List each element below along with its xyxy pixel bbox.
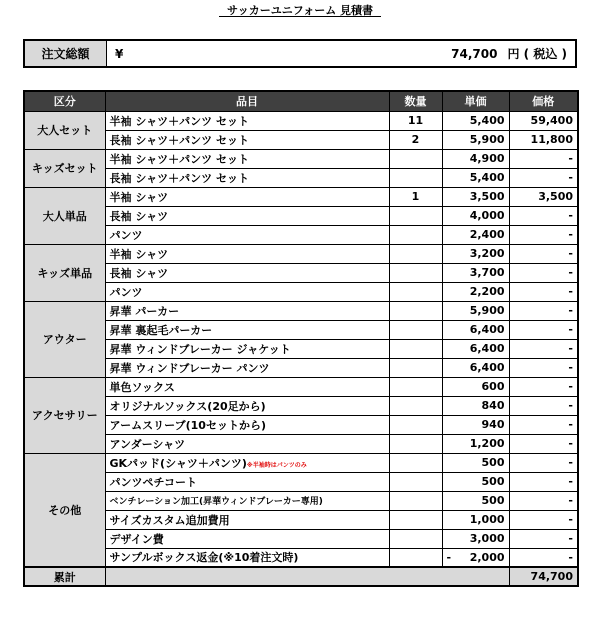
item-name: パンツペチコート (109, 475, 198, 489)
item-cell (105, 548, 389, 567)
unit-price-cell: 4,000 (442, 206, 509, 225)
price-cell: - (509, 244, 578, 263)
header-quantity: 数量 (389, 91, 442, 111)
price-cell: - (509, 225, 578, 244)
unit-price-cell: 3,200 (442, 244, 509, 263)
price-cell: - (509, 434, 578, 453)
item-cell (105, 453, 389, 472)
summary-blank (105, 567, 509, 586)
table-row (24, 149, 578, 168)
quantity-cell (389, 225, 442, 244)
price-cell: - (509, 415, 578, 434)
quote-table (23, 90, 579, 587)
table-row (24, 225, 578, 244)
currency-symbol: ¥ (115, 46, 124, 61)
item-note: ※半袖時はパンツのみ (246, 461, 307, 469)
quantity-cell: 1 (389, 187, 442, 206)
unit-price-cell: 4,900 (442, 149, 509, 168)
table-row (24, 111, 578, 130)
unit-price-cell: 600 (442, 377, 509, 396)
item-name: アームスリーブ(10セットから) (109, 418, 266, 432)
table-row (24, 130, 578, 149)
order-total-value: 74,700 (451, 46, 498, 61)
item-name: パンツ (109, 228, 143, 242)
summary-label: 累計 (24, 567, 105, 586)
table-row (24, 358, 578, 377)
item-name: 半袖 シャツ (109, 190, 169, 204)
quantity-cell (389, 149, 442, 168)
table-row (24, 434, 578, 453)
item-cell (105, 510, 389, 529)
table-row (24, 187, 578, 206)
summary-price: 74,700 (509, 567, 578, 586)
item-cell (105, 472, 389, 491)
quantity-cell (389, 548, 442, 567)
price-cell: - (509, 510, 578, 529)
item-name: 半袖 シャツ＋パンツ セット (109, 114, 249, 128)
unit-price-cell: 2,200 (442, 282, 509, 301)
table-row (24, 491, 578, 510)
table-body (24, 111, 578, 567)
order-total-box (23, 39, 577, 68)
item-name: 昇華 裏起毛パーカー (109, 323, 213, 337)
item-cell (105, 377, 389, 396)
header-category: 区分 (24, 91, 105, 111)
item-cell (105, 282, 389, 301)
category-cell: その他 (24, 453, 105, 567)
document-title: サッカーユニフォーム 見積書 (226, 4, 374, 17)
price-cell: - (509, 168, 578, 187)
item-name: GKパッド(シャツ＋パンツ) (109, 456, 247, 470)
table-header-row (24, 91, 578, 111)
item-name: 長袖 シャツ＋パンツ セット (109, 171, 249, 185)
category-cell: アウター (24, 301, 105, 377)
item-cell (105, 225, 389, 244)
item-name: パンツ (109, 285, 143, 299)
price-cell: - (509, 263, 578, 282)
unit-price-cell: 500 (442, 472, 509, 491)
quantity-cell: 2 (389, 130, 442, 149)
price-cell: - (509, 491, 578, 510)
unit-price-cell: 840 (442, 396, 509, 415)
quantity-cell (389, 377, 442, 396)
item-name: 半袖 シャツ (109, 247, 169, 261)
item-cell (105, 149, 389, 168)
price-cell: - (509, 472, 578, 491)
quantity-cell (389, 320, 442, 339)
item-cell (105, 529, 389, 548)
unit-price-cell: 500 (442, 453, 509, 472)
unit-price-cell: 5,900 (442, 301, 509, 320)
quantity-cell (389, 244, 442, 263)
unit-price-cell: 3,500 (442, 187, 509, 206)
table-row (24, 339, 578, 358)
quantity-cell (389, 282, 442, 301)
table-row (24, 301, 578, 320)
item-cell (105, 244, 389, 263)
table-row (24, 282, 578, 301)
price-cell: - (509, 206, 578, 225)
price-cell: - (509, 149, 578, 168)
item-cell (105, 415, 389, 434)
table-row (24, 548, 578, 567)
category-cell: アクセサリー (24, 377, 105, 453)
item-cell (105, 206, 389, 225)
item-cell (105, 358, 389, 377)
quantity-cell (389, 415, 442, 434)
price-cell: 11,800 (509, 130, 578, 149)
price-cell: 3,500 (509, 187, 578, 206)
quantity-cell (389, 510, 442, 529)
unit-price-cell (442, 548, 509, 567)
unit-price-value: 2,000 (469, 550, 505, 564)
unit-price-cell: 6,400 (442, 358, 509, 377)
unit-price-cell: 2,400 (442, 225, 509, 244)
summary-row (24, 567, 578, 586)
item-name: 長袖 シャツ (109, 266, 169, 280)
unit-price-cell: 1,200 (442, 434, 509, 453)
order-total-label: 注文総額 (25, 41, 107, 66)
item-name: 昇華 パーカー (109, 304, 180, 318)
item-cell (105, 320, 389, 339)
quantity-cell: 11 (389, 111, 442, 130)
item-cell (105, 168, 389, 187)
price-cell: - (509, 529, 578, 548)
item-name: 長袖 シャツ (109, 209, 169, 223)
price-cell: - (509, 396, 578, 415)
item-name: サンプルボックス返金(※10着注文時) (109, 551, 299, 565)
header-price: 価格 (509, 91, 578, 111)
unit-price-cell: 6,400 (442, 320, 509, 339)
table-row (24, 415, 578, 434)
quantity-cell (389, 358, 442, 377)
unit-price-cell: 940 (442, 415, 509, 434)
order-total-amount (155, 41, 575, 66)
item-cell (105, 339, 389, 358)
item-name: 昇華 ウィンドブレーカー パンツ (109, 361, 270, 375)
price-cell: - (509, 358, 578, 377)
category-cell: キッズ単品 (24, 244, 105, 301)
item-cell (105, 130, 389, 149)
quantity-cell (389, 206, 442, 225)
item-name: オリジナルソックス(20足から) (109, 399, 266, 413)
item-name: 半袖 シャツ＋パンツ セット (109, 152, 249, 166)
item-cell (105, 263, 389, 282)
unit-price-cell: 1,000 (442, 510, 509, 529)
price-cell: - (509, 548, 578, 567)
header-item: 品目 (105, 91, 389, 111)
table-row (24, 320, 578, 339)
table-row (24, 529, 578, 548)
quantity-cell (389, 301, 442, 320)
quantity-cell (389, 168, 442, 187)
table-row (24, 472, 578, 491)
price-cell: - (509, 320, 578, 339)
table-row (24, 510, 578, 529)
price-cell: - (509, 301, 578, 320)
negative-sign: - (446, 550, 452, 564)
price-cell: - (509, 282, 578, 301)
header-unit-price: 単価 (442, 91, 509, 111)
item-name: デザイン費 (109, 532, 164, 546)
price-cell: - (509, 339, 578, 358)
item-name: アンダーシャツ (109, 437, 186, 451)
table-row (24, 206, 578, 225)
unit-price-cell: 500 (442, 491, 509, 510)
price-cell: 59,400 (509, 111, 578, 130)
item-name: サイズカスタム追加費用 (109, 513, 230, 527)
table-row (24, 453, 578, 472)
table-row (24, 396, 578, 415)
quantity-cell (389, 396, 442, 415)
quantity-cell (389, 434, 442, 453)
quantity-cell (389, 263, 442, 282)
quantity-cell (389, 339, 442, 358)
item-cell (105, 434, 389, 453)
title-underline (219, 16, 381, 17)
price-cell: - (509, 377, 578, 396)
item-name: 単色ソックス (109, 380, 175, 394)
order-total-suffix: 円 ( 税込 ) (507, 47, 567, 61)
quantity-cell (389, 529, 442, 548)
category-cell: キッズセット (24, 149, 105, 187)
item-cell (105, 396, 389, 415)
item-name: 長袖 シャツ＋パンツ セット (109, 133, 249, 147)
item-cell (105, 111, 389, 130)
unit-price-cell: 5,400 (442, 168, 509, 187)
table-row (24, 377, 578, 396)
item-name: ベンチレーション加工(昇華ウィンドブレーカー専用) (109, 497, 323, 507)
quantity-cell (389, 453, 442, 472)
category-cell: 大人単品 (24, 187, 105, 244)
unit-price-cell: 5,900 (442, 130, 509, 149)
table-row (24, 168, 578, 187)
table-row (24, 263, 578, 282)
unit-price-cell: 3,000 (442, 529, 509, 548)
table-row (24, 244, 578, 263)
category-cell: 大人セット (24, 111, 105, 149)
quantity-cell (389, 491, 442, 510)
item-cell (105, 187, 389, 206)
item-cell (105, 301, 389, 320)
unit-price-cell: 3,700 (442, 263, 509, 282)
unit-price-cell: 6,400 (442, 339, 509, 358)
item-name: 昇華 ウィンドブレーカー ジャケット (109, 342, 291, 356)
quantity-cell (389, 472, 442, 491)
price-cell: - (509, 453, 578, 472)
unit-price-cell: 5,400 (442, 111, 509, 130)
item-cell (105, 491, 389, 510)
